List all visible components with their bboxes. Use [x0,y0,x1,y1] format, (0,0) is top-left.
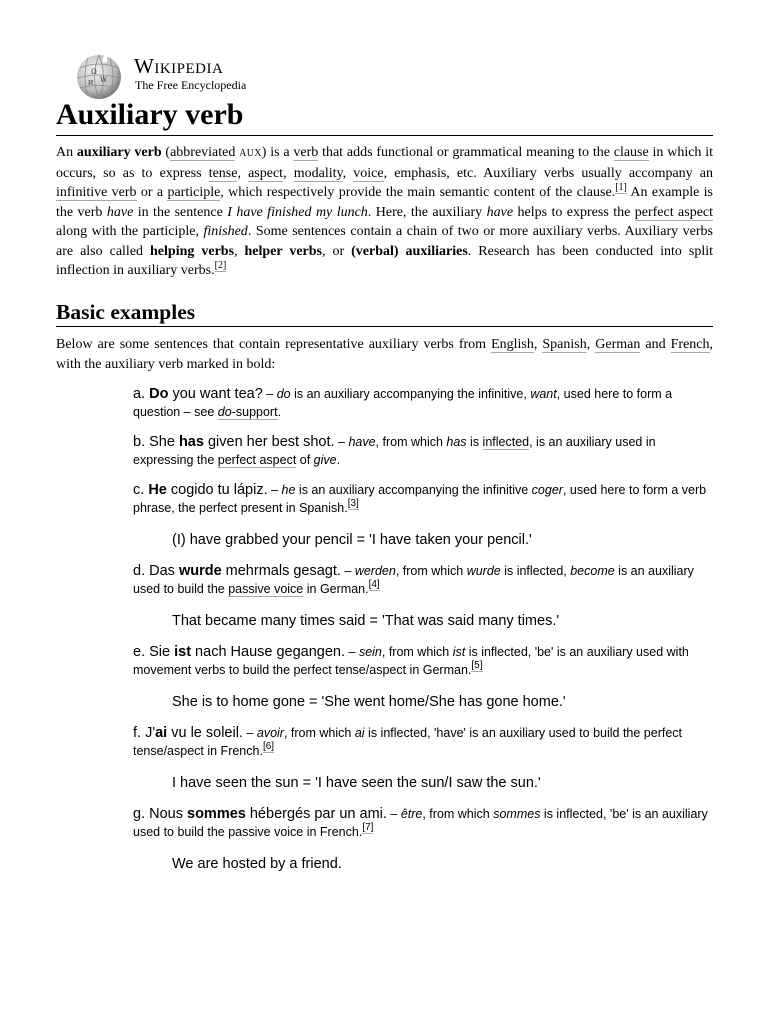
text: along with the participle, [56,224,204,239]
text: , emphasis, etc. Auxiliary verbs usually accompany an [383,165,714,181]
link-do-support[interactable] [218,405,278,420]
text: is an auxiliary accompanying the infinitive [295,483,532,497]
text: , with the auxiliary verb marked in bold: [56,337,714,372]
text: is inflected, 'have' is an auxiliary used to build the perfect tense/aspect in French. [133,726,683,758]
reference-7[interactable] [362,822,373,834]
text: – [262,387,277,401]
text: is inflected, [500,564,571,578]
text: in the sentence [133,204,228,220]
reference-link[interactable]: [4] [368,579,380,590]
text: , used here to form a question – see [133,387,673,419]
link-passive-voice[interactable]: passive voice [228,582,304,596]
italic-text: do [276,387,291,401]
italic-text: wurde [466,564,501,578]
text: . Here, the auxiliary [367,204,487,220]
svg-text:W: W [100,76,108,84]
link-english[interactable]: English [491,337,534,352]
italic-text: sein [358,645,382,659]
svg-text:Ω: Ω [91,68,97,76]
italic-text: give [313,453,337,467]
text: , [234,243,245,259]
example-g [133,805,713,841]
text: , is an auxiliary used in expressing the [133,435,656,467]
text: is inflected, 'be' is an auxiliary used with movement verbs to build the perfect tense/aspect in German. [133,645,689,677]
text: , from which [283,726,355,740]
reference-4[interactable] [369,579,380,591]
example-c [133,481,713,517]
text: or a [136,185,168,200]
abbr-aux: AUX [239,148,262,159]
text: that adds functional or grammatical meaning to the [318,145,614,160]
text: e. Sie [133,644,175,660]
text: nach Hause gegangen. [191,644,346,660]
reference-link[interactable]: [5] [471,660,483,671]
italic-text: finished [203,224,248,239]
example-b [133,433,713,469]
text: ) is a [261,145,294,160]
italic-text: coger [531,483,563,497]
aux-bold: Do [149,386,169,402]
link-aspect[interactable]: aspect [248,165,284,181]
text: , or [322,243,352,259]
text: , from which [375,435,447,449]
text: , [586,337,596,352]
term-bold: helper verbs [244,243,322,259]
text: – [345,645,359,659]
section-intro [56,335,713,374]
italic-text: have [106,204,134,220]
example-d [133,562,713,598]
reference-link[interactable]: [7] [362,822,374,833]
gloss-g: We are hosted by a friend. [172,856,342,872]
link-german[interactable]: German [595,337,641,352]
text: d. Das [133,563,179,579]
text: c. [133,482,149,498]
term-bold: (verbal) auxiliaries [351,243,468,259]
text: f. J' [133,725,156,741]
text: – [340,564,355,578]
reference-5[interactable] [471,660,482,672]
text: – [386,807,401,821]
link-modality[interactable]: modality [293,165,343,181]
gloss-d: That became many times said = 'That was said many times.' [172,613,560,629]
text: is an auxiliary accompanying the infinitive, [290,387,531,401]
reference-1[interactable] [615,182,627,194]
text: , from which [381,645,453,659]
reference-link[interactable]: [2] [214,260,227,271]
term-bold: auxiliary verb [76,145,162,160]
italic-text: has [446,435,467,449]
italic-text: ai [354,726,365,740]
italic-text: avoir [256,726,284,740]
italic-text: I have finished my lunch [227,204,368,220]
text: is an auxiliary used to build the [133,564,694,596]
link-inflected[interactable]: inflected [482,435,530,449]
example-f [133,724,713,760]
wikipedia-wordmark: Wikipedia [134,54,224,78]
text: in which it occurs, so as to express [56,145,714,181]
text: mehrmals gesagt. [221,563,341,579]
wikipedia-logo[interactable] [74,52,274,100]
italic-text: sommes [493,807,541,821]
text: of [296,453,314,467]
link-abbreviated[interactable]: abbreviated [170,145,236,160]
text: g. Nous [133,806,187,822]
text: is [466,435,483,449]
aux-bold: sommes [187,806,246,822]
link-participle[interactable]: participle [167,185,221,200]
link-french[interactable]: French [670,337,710,352]
examples-list [133,385,713,886]
aux-bold: wurde [178,563,222,579]
link-infinitive-verb[interactable]: infinitive verb [56,185,137,200]
example-a [133,385,713,421]
text: . [336,453,341,467]
text: . [277,405,282,419]
text: , used here to form a verb phrase, the perfect present in Spanish. [133,483,707,515]
text: – [242,726,257,740]
italic-text: want [530,387,557,401]
section-heading: Basic examples [56,298,713,327]
gloss-c: (I) have grabbed your pencil = 'I have taken your pencil.' [172,532,532,548]
link-tense[interactable]: tense [208,165,238,181]
gloss-e: She is to home gone = 'She went home/She has gone home.' [172,694,566,710]
text: you want tea? [168,386,263,402]
wikipedia-globe-icon [74,52,124,100]
italic-text: become [570,564,615,578]
italic-text: werden [354,564,396,578]
link-voice[interactable]: voice [353,165,384,181]
link-spanish[interactable]: Spanish [542,337,587,352]
aux-bold: ist [174,644,192,660]
italic-text: he [281,483,296,497]
text: vu le soleil. [167,725,243,741]
term-bold: helping verbs [150,243,235,259]
text: An example is the verb [56,185,713,220]
text: An [56,145,77,160]
text: helps to express the [513,204,635,220]
italic-text: être [400,807,423,821]
text: , from which [422,807,494,821]
lead-paragraph [56,143,713,281]
link-perfect-aspect[interactable]: perfect aspect [217,453,297,467]
example-e [133,643,713,679]
link-clause[interactable]: clause [613,145,649,160]
italic-text: have [486,204,514,220]
text: – [267,483,282,497]
text: and [640,337,671,352]
text: given her best shot. [203,434,335,450]
reference-6[interactable] [263,741,274,753]
link-perfect-aspect[interactable]: perfect aspect [634,204,714,220]
reference-link[interactable]: [3] [347,498,359,509]
text: , [342,165,354,181]
reference-3[interactable] [348,498,359,510]
text: , from which [395,564,467,578]
svg-text:И: И [88,80,94,87]
text: – [334,435,349,449]
text: ( [161,145,171,160]
aux-bold: He [148,482,167,498]
italic-text: do [217,405,232,419]
text: , [533,337,543,352]
link-verb[interactable]: verb [293,145,319,160]
text: Below are some sentences that contain representative auxiliary verbs from [56,337,492,352]
italic-text: have [348,435,376,449]
italic-text: ist [452,645,466,659]
aux-bold: has [178,434,204,450]
text: -support [231,405,278,419]
text: . Research has been conducted into split inflection in auxiliary verbs. [56,243,714,278]
text: cogido tu lápiz. [166,482,268,498]
text: in German. [303,582,369,596]
reference-link[interactable]: [1] [615,182,627,193]
text: hébergés par un ami. [245,806,387,822]
reference-link[interactable]: [6] [262,741,275,752]
text: , [237,165,249,181]
reference-2[interactable] [215,260,227,272]
page-title: Auxiliary verb [56,96,713,136]
text: a. [133,386,150,402]
gloss-f: I have seen the sun = 'I have seen the sun/I saw the sun.' [172,775,541,791]
text: b. She [133,434,179,450]
text: , which respectively provide the main semantic content of the clause. [220,185,616,200]
aux-bold: ai [155,725,168,741]
text: is inflected, 'be' is an auxiliary used to build the passive voice in French. [133,807,708,839]
text: . Some sentences contain a chain of two or more auxiliary verbs. Auxiliary verbs are also called [56,224,713,259]
wikipedia-tagline: The Free Encyclopedia [135,78,247,92]
text: , [283,165,294,181]
